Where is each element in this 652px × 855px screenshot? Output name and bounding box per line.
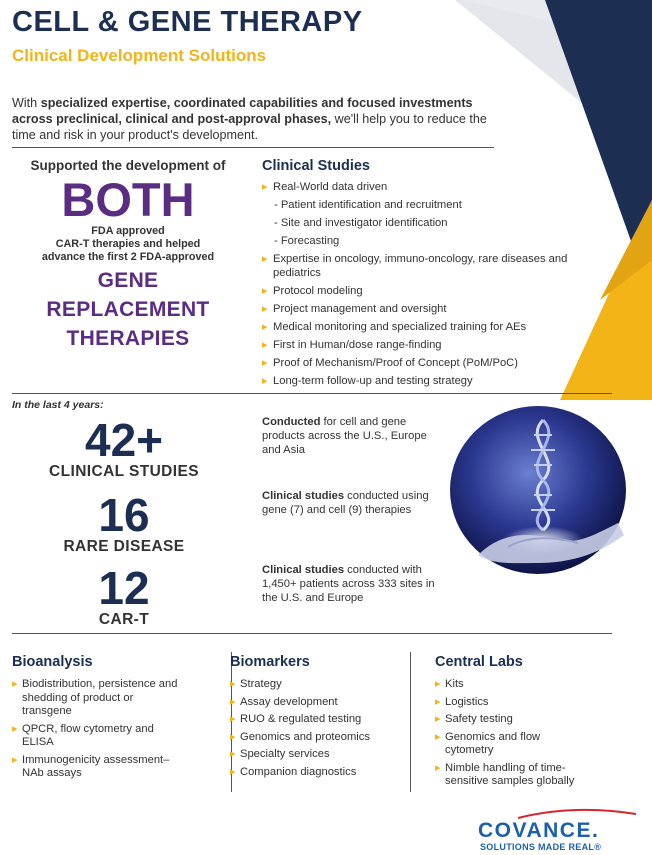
stat-description (262, 489, 442, 517)
stat-label: CLINICAL STUDIES (49, 463, 199, 480)
bioanalysis-list (12, 678, 212, 781)
clinical-studies-section (262, 158, 582, 392)
gene-line-2: REPLACEMENT (46, 298, 210, 321)
list-item: ▸ Biodistribution, persistence and shedding of product or transgene (12, 678, 184, 719)
stat-number: 12 (98, 562, 150, 614)
list-item: - Patient identification and recruitment (274, 199, 462, 211)
stat-description-bold: Conducted (262, 416, 321, 428)
bioanalysis-section (12, 654, 212, 785)
intro-text-start: With (12, 96, 41, 110)
supported-line-3: advance the first 2 FDA-approved (41, 251, 215, 263)
column-separator (410, 652, 411, 792)
stat-description (262, 415, 442, 457)
central-labs-list (435, 678, 605, 789)
list-item: ▸ Strategy (230, 678, 410, 692)
biomarkers-list (230, 678, 410, 779)
list-item: ▸ Assay development (230, 696, 410, 710)
dna-hand-image (448, 405, 628, 575)
supported-line-2: CAR-T therapies and helped (55, 238, 201, 250)
list-item: ▸ Medical monitoring and specialized training for AEs (262, 320, 582, 334)
stat-description (262, 563, 442, 605)
central-labs-section (435, 654, 605, 793)
page-title: CELL & GENE THERAPY (12, 6, 363, 38)
stats-period-label: In the last 4 years: (12, 399, 104, 411)
list-item: ▸ Nimble handling of time-sensitive samples globally (435, 762, 595, 789)
list-item: ▸ Long-term follow-up and testing strategy (262, 374, 582, 388)
stat-description-text: conducted with 1,450+ patients across 333 sites in the U.S. and Europe (262, 564, 435, 604)
stat-description-bold: Clinical studies (262, 564, 345, 576)
list-item: ▸ First in Human/dose range-finding (262, 338, 582, 352)
stat-label: CAR-T (98, 611, 150, 628)
clinical-studies-list (262, 180, 582, 388)
list-item: - Forecasting (274, 235, 340, 247)
list-item: ▸ QPCR, flow cytometry and ELISA (12, 723, 162, 750)
list-item: ▸ Specialty services (230, 748, 410, 762)
stat-number: 42+ (84, 414, 164, 466)
divider-intro (12, 147, 494, 148)
list-item: ▸ Project management and oversight (262, 302, 582, 316)
list-item: ▸ Genomics and proteomics (230, 731, 410, 745)
list-item: ▸ Genomics and flow cytometry (435, 731, 560, 758)
intro-text-bold: specialized expertise, coordinated capabilities and focused investments across preclinical, clinical and post-approval phases, (12, 96, 473, 126)
clinical-studies-heading: Clinical Studies (262, 158, 370, 174)
supported-both: BOTH (61, 173, 195, 226)
biomarkers-section (230, 654, 410, 783)
intro-text-end: we'll help you to reduce the time and risk in your product's development. (12, 112, 487, 142)
bioanalysis-heading: Bioanalysis (12, 654, 93, 670)
supported-lead: Supported the development of (30, 158, 226, 173)
biomarkers-heading: Biomarkers (230, 654, 310, 670)
stat-car-t (12, 562, 236, 629)
page-subtitle: Clinical Development Solutions (12, 46, 267, 65)
stat-clinical-studies (12, 414, 236, 481)
logo-tagline: SOLUTIONS MADE REAL® (480, 842, 602, 852)
list-item: ▸ Real-World data driven (262, 180, 582, 194)
list-item: ▸ RUO & regulated testing (230, 713, 410, 727)
list-item: - Site and investigator identification (274, 217, 448, 229)
gene-line-3: THERAPIES (66, 327, 190, 350)
list-item: ▸ Proof of Mechanism/Proof of Concept (PoM/PoC) (262, 356, 582, 370)
list-item: ▸ Safety testing (435, 713, 605, 727)
central-labs-heading: Central Labs (435, 654, 523, 670)
list-item: ▸ Immunogenicity assessment– NAb assays (12, 754, 182, 781)
gene-line-1: GENE (97, 269, 159, 292)
stat-description-text: conducted using gene (7) and cell (9) therapies (262, 490, 429, 516)
supported-panel (12, 158, 244, 351)
stat-number: 16 (98, 489, 150, 541)
divider-stats (12, 393, 612, 394)
stat-description-bold: Clinical studies (262, 490, 345, 502)
list-item: ▸ Companion diagnostics (230, 766, 410, 780)
intro-paragraph (12, 95, 512, 143)
list-item: ▸ Expertise in oncology, immuno-oncology, rare diseases and pediatrics (262, 252, 582, 280)
stat-rare-disease (12, 489, 236, 556)
supported-line-1: FDA approved (91, 225, 165, 237)
stat-description-text: for cell and gene products across the U.S., Europe and Asia (262, 416, 427, 456)
covance-logo (478, 808, 638, 852)
stat-label: RARE DISEASE (63, 538, 185, 555)
list-item: ▸ Kits (435, 678, 605, 692)
list-item: ▸ Logistics (435, 696, 605, 710)
logo-wordmark: COVANCE. (478, 819, 600, 842)
divider-columns (12, 633, 612, 634)
list-item: ▸ Protocol modeling (262, 284, 582, 298)
